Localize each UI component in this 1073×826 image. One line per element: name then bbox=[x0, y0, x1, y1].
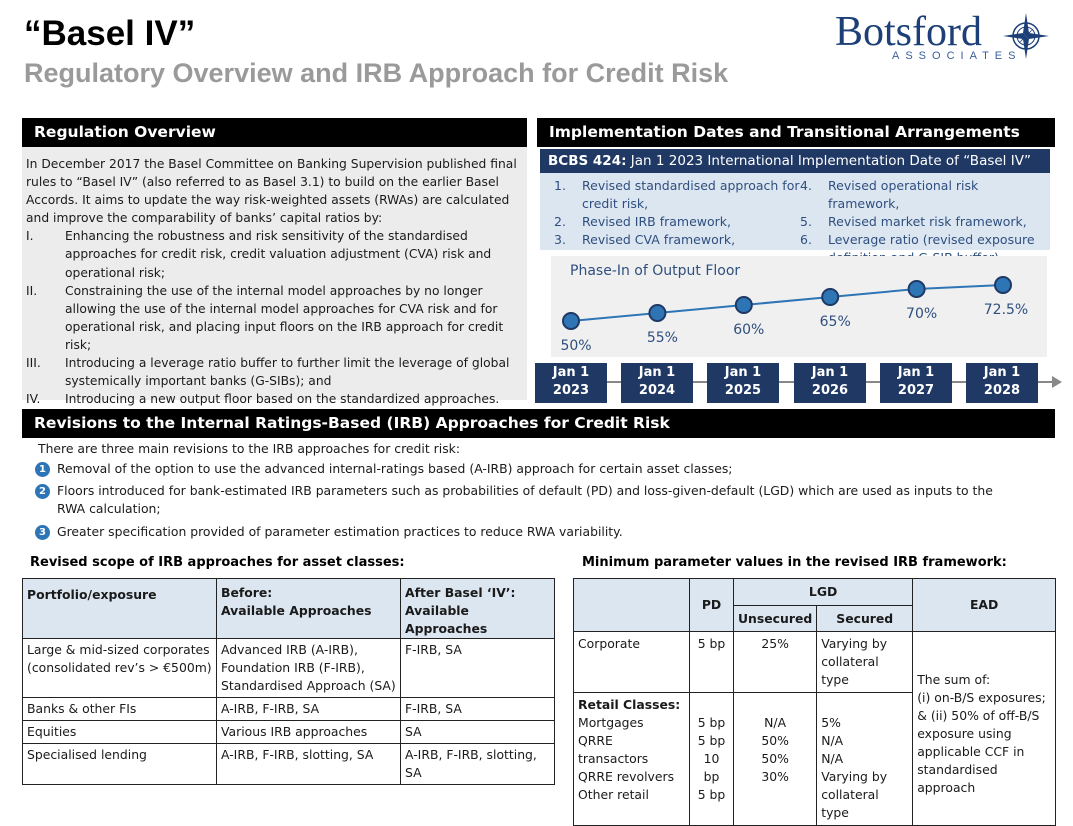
retail-class-label: Mortgages bbox=[578, 715, 644, 730]
table-row bbox=[23, 698, 555, 721]
regulation-item-text: Introducing a leverage ratio buffer to further limit the leverage of global systemically important banks (G-SIBs); and bbox=[65, 356, 510, 389]
regulation-item-number: IV. bbox=[26, 392, 41, 407]
irb-revision-text: Floors introduced for bank-estimated IRB parameters such as probabilities of default (PD) and loss-given-default (LGD) which are used as inputs to the RWA calculation; bbox=[57, 483, 993, 516]
number-badge-icon: 2 bbox=[35, 484, 50, 499]
year-box bbox=[966, 363, 1038, 403]
param-corporate-pd: 5 bp bbox=[690, 632, 734, 693]
param-ead-text: The sum of: (i) on-B/S exposures; & (ii) 50% of off-B/S exposure using applicable CCF in standardised approach bbox=[913, 632, 1056, 826]
year-box-year: 2023 bbox=[552, 383, 590, 398]
retail-class-secured: Varying by collateral type bbox=[821, 769, 888, 820]
number-badge-icon: 3 bbox=[35, 525, 50, 540]
table-cell: Advanced IRB (A-IRB), Foundation IRB (F-IRB), Standardised Approach (SA) bbox=[217, 639, 401, 698]
param-header-lgd: LGD bbox=[734, 579, 913, 606]
retail-class-unsecured: 50% bbox=[761, 733, 789, 748]
regulation-intro: In December 2017 the Basel Committee on Banking Supervision published final rules to “Basel IV” (also referred to as Basel 3.1) to build on the earlier Basel Accords. It aims to update the way risk-weighted assets (RWAs) are calculated and improve the comparability of banks’ capital ratios by: bbox=[26, 157, 517, 226]
output-floor-label: 70% bbox=[906, 306, 938, 322]
param-header-ead: EAD bbox=[913, 579, 1056, 632]
table-cell: A-IRB, F-IRB, slotting, SA bbox=[401, 744, 555, 785]
year-box-year: 2028 bbox=[983, 383, 1021, 398]
year-box-year: 2025 bbox=[724, 383, 762, 398]
irb-revision-item bbox=[35, 460, 1017, 478]
output-floor-line bbox=[571, 285, 1003, 321]
bcbs-item-text: Revised standardised approach for credit risk, bbox=[582, 178, 800, 211]
timeline-arrow-icon bbox=[1052, 376, 1062, 388]
regulation-item-number: I. bbox=[26, 229, 34, 244]
param-table bbox=[573, 578, 1056, 826]
table-cell: Specialised lending bbox=[23, 744, 217, 785]
year-box-day: Jan 1 bbox=[638, 365, 676, 380]
scope-table-heading: Revised scope of IRB approaches for asset classes: bbox=[30, 555, 405, 570]
param-header-secured: Secured bbox=[817, 606, 913, 632]
irb-revision-text: Greater specification provided of parameter estimation practices to reduce RWA variability. bbox=[57, 524, 623, 539]
retail-class-pd: 5 bp bbox=[697, 733, 726, 748]
irb-revisions-header: Revisions to the Internal Ratings-Based (IRB) Approaches for Credit Risk bbox=[22, 409, 1055, 438]
output-floor-label: 65% bbox=[819, 314, 851, 330]
table-row bbox=[23, 639, 555, 698]
table-cell: Equities bbox=[23, 721, 217, 744]
bcbs-item-number: 2. bbox=[554, 214, 566, 229]
retail-class-unsecured: 50% bbox=[761, 751, 789, 766]
output-floor-label: 55% bbox=[646, 330, 678, 346]
output-floor-label: 72.5% bbox=[983, 302, 1029, 318]
output-floor-point bbox=[822, 289, 838, 305]
page-title: “Basel IV” bbox=[24, 14, 196, 53]
output-floor-point bbox=[995, 277, 1011, 293]
bcbs-item-text: Revised IRB framework, bbox=[582, 214, 732, 229]
retail-class-unsecured: 30% bbox=[761, 769, 789, 784]
bcbs-item-number: 6. bbox=[800, 232, 812, 247]
param-corporate-unsecured: 25% bbox=[734, 632, 817, 693]
chart-title: Phase-In of Output Floor bbox=[570, 263, 741, 279]
table-cell: A-IRB, F-IRB, slotting, SA bbox=[217, 744, 401, 785]
output-floor-label: 50% bbox=[560, 338, 592, 354]
retail-class-label: QRRE transactors bbox=[578, 733, 649, 766]
year-box-year: 2026 bbox=[811, 383, 849, 398]
year-box-year: 2024 bbox=[638, 383, 676, 398]
bcbs-item-text: Revised operational risk framework, bbox=[828, 178, 979, 211]
logo-subtitle: ASSOCIATES bbox=[892, 50, 1022, 62]
year-box-day: Jan 1 bbox=[811, 365, 849, 380]
irb-revision-item bbox=[35, 523, 1017, 541]
table-row bbox=[23, 744, 555, 785]
table-cell: A-IRB, F-IRB, SA bbox=[217, 698, 401, 721]
retail-class-pd: 5 bp bbox=[697, 715, 726, 730]
param-retail-secured bbox=[817, 693, 913, 826]
regulation-overview-header: Regulation Overview bbox=[22, 118, 527, 147]
bcbs-item-text: Revised market risk framework, bbox=[828, 214, 1027, 229]
table-cell: Banks & other FIs bbox=[23, 698, 217, 721]
bcbs-label: BCBS 424: bbox=[548, 153, 627, 169]
irb-revision-item bbox=[35, 482, 1017, 518]
page-subtitle: Regulatory Overview and IRB Approach for Credit Risk bbox=[24, 58, 729, 88]
scope-table bbox=[22, 578, 555, 785]
param-header-unsecured: Unsecured bbox=[734, 606, 817, 632]
retail-class-pd: 10 bp bbox=[703, 751, 720, 784]
bcbs-item-number: 1. bbox=[554, 178, 566, 193]
bcbs-item-number: 3. bbox=[554, 232, 566, 247]
year-box-day: Jan 1 bbox=[724, 365, 762, 380]
param-corporate-secured: Varying by collateral type bbox=[817, 632, 913, 693]
retail-class-secured: N/A bbox=[821, 733, 844, 748]
retail-class-pd: 5 bp bbox=[697, 787, 726, 802]
param-header-blank bbox=[574, 579, 690, 632]
param-retail-unsecured bbox=[734, 693, 817, 826]
scope-header-after: After Basel ‘IV’: Available Approaches bbox=[401, 579, 555, 639]
table-cell: F-IRB, SA bbox=[401, 639, 555, 698]
irb-revision-text: Removal of the option to use the advanced internal-ratings based (A-IRB) approach for certain asset classes; bbox=[57, 461, 733, 476]
param-corporate-label: Corporate bbox=[574, 632, 690, 693]
param-header-pd: PD bbox=[690, 579, 734, 632]
year-box bbox=[794, 363, 866, 403]
bcbs-text: Jan 1 2023 International Implementation Date of “Basel IV” bbox=[630, 153, 1031, 169]
table-cell: Large & mid-sized corporates (consolidated rev’s > €500m) bbox=[23, 639, 217, 698]
bcbs-item-text: Revised CVA framework, bbox=[582, 232, 736, 247]
year-box-day: Jan 1 bbox=[552, 365, 590, 380]
year-box-day: Jan 1 bbox=[983, 365, 1021, 380]
output-floor-point bbox=[909, 281, 925, 297]
year-box bbox=[707, 363, 779, 403]
table-cell: SA bbox=[401, 721, 555, 744]
param-table-heading: Minimum parameter values in the revised IRB framework: bbox=[582, 555, 1007, 570]
irb-revisions-list bbox=[30, 440, 1017, 545]
regulation-item-text: Constraining the use of the internal model approaches by no longer allowing the use of the internal model approaches for CVA risk and for operational risk, and placing input floors on the IRB approach for credit risk; bbox=[65, 283, 504, 352]
param-retail-labels bbox=[574, 693, 690, 826]
regulation-item-text: Enhancing the robustness and risk sensitivity of the standardised approaches for credit risk, credit valuation adjustment (CVA) risk and operational risk; bbox=[65, 229, 492, 280]
number-badge-icon: 1 bbox=[35, 462, 50, 477]
retail-class-label: QRRE revolvers bbox=[578, 769, 675, 784]
output-floor-point bbox=[649, 305, 665, 321]
output-floor-label: 60% bbox=[733, 322, 765, 338]
table-row bbox=[23, 721, 555, 744]
scope-header-portfolio: Portfolio/exposure bbox=[23, 579, 217, 639]
implementation-header: Implementation Dates and Transitional Arrangements bbox=[537, 118, 1055, 147]
output-floor-point bbox=[563, 313, 579, 329]
scope-header-before: Before: Available Approaches bbox=[217, 579, 401, 639]
param-retail-pd bbox=[690, 693, 734, 826]
param-retail-heading: Retail Classes: bbox=[578, 697, 681, 712]
regulation-item-number: III. bbox=[26, 356, 41, 371]
table-cell: F-IRB, SA bbox=[401, 698, 555, 721]
bcbs-item-text: Leverage ratio (revised exposure bbox=[828, 232, 1035, 247]
bcbs-item-number: 5. bbox=[800, 214, 812, 229]
year-box bbox=[621, 363, 693, 403]
year-box-day: Jan 1 bbox=[897, 365, 935, 380]
irb-intro: There are three main revisions to the IRB approaches for credit risk: bbox=[38, 441, 461, 456]
year-box bbox=[880, 363, 952, 403]
year-box-year: 2027 bbox=[897, 383, 935, 398]
output-floor-point bbox=[736, 297, 752, 313]
retail-class-unsecured: N/A bbox=[764, 715, 787, 730]
logo-name: Botsford bbox=[835, 9, 982, 55]
bcbs-item-number: 4. bbox=[800, 178, 812, 193]
retail-class-label: Other retail bbox=[578, 787, 649, 802]
retail-class-secured: N/A bbox=[821, 751, 844, 766]
year-box bbox=[535, 363, 607, 403]
regulation-item-number: II. bbox=[26, 283, 38, 298]
regulation-item-text: Introducing a new output floor based on the standardized approaches. bbox=[65, 392, 500, 407]
retail-class-secured: 5% bbox=[821, 715, 841, 730]
table-cell: Various IRB approaches bbox=[217, 721, 401, 744]
